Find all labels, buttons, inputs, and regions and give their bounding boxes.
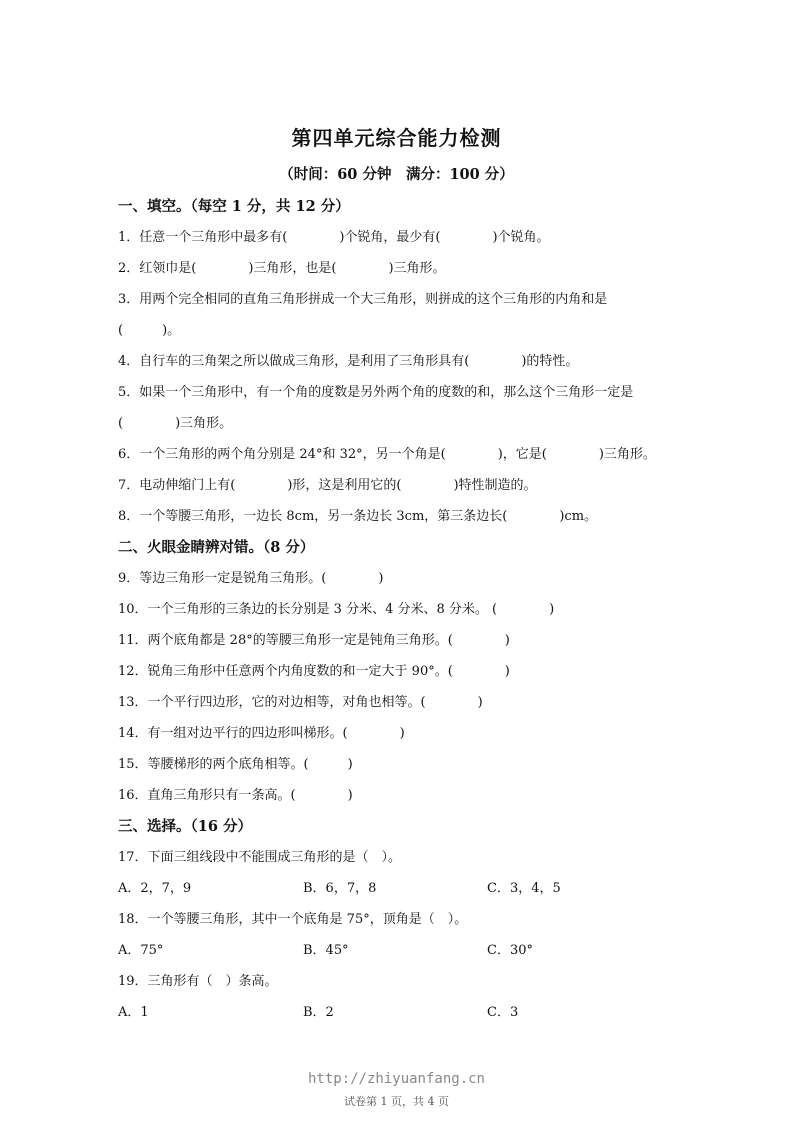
question-8: 8．一个等腰三角形，一边长 8cm，另一条边长 3cm，第三条边长( )cm。 bbox=[118, 509, 598, 524]
choice-c: C．3，4，5 bbox=[487, 881, 561, 896]
watermark-url: http://zhiyuanfang.cn bbox=[307, 1071, 485, 1087]
choice-b: B．6，7，8 bbox=[303, 881, 377, 896]
question-19-choices bbox=[118, 1002, 688, 1033]
choice-a: A．1 bbox=[118, 1005, 149, 1020]
worksheet-body bbox=[118, 196, 688, 1033]
question-14: 14．有一组对边平行的四边形叫梯形。( ) bbox=[118, 726, 405, 741]
choice-b: B．45° bbox=[303, 943, 349, 958]
question-17: 17．下面三组线段中不能围成三角形的是（ ）。 bbox=[118, 850, 402, 865]
page-subtitle: （时间：60 分钟 满分：100 分） bbox=[279, 166, 514, 183]
question-19: 19．三角形有（ ）条高。 bbox=[118, 974, 278, 989]
question-2: 2．红领巾是( )三角形，也是( )三角形。 bbox=[118, 261, 446, 276]
choice-c: C．3 bbox=[487, 1005, 519, 1020]
question-18-choices bbox=[118, 940, 688, 971]
question-15: 15．等腰梯形的两个底角相等。( ) bbox=[118, 757, 353, 772]
question-3: 3．用两个完全相同的直角三角形拼成一个大三角形，则拼成的这个三角形的内角和是 bbox=[118, 292, 608, 307]
section-heading-fill-blank: 一、填空。（每空 1 分，共 12 分） bbox=[118, 198, 350, 215]
question-11: 11．两个底角都是 28°的等腰三角形一定是钝角三角形。( ) bbox=[118, 633, 510, 648]
choice-c: C．30° bbox=[487, 943, 533, 958]
question-16: 16．直角三角形只有一条高。( ) bbox=[118, 788, 353, 803]
page-number: 试卷第 1 页，共 4 页 bbox=[344, 1095, 449, 1108]
question-13: 13．一个平行四边形，它的对边相等，对角也相等。( ) bbox=[118, 695, 483, 710]
question-7: 7．电动伸缩门上有( )形，这是利用它的( )特性制造的。 bbox=[118, 478, 537, 493]
question-12: 12．锐角三角形中任意两个内角度数的和一定大于 90°。( ) bbox=[118, 664, 510, 679]
question-17-choices bbox=[118, 878, 688, 909]
question-5: 5．如果一个三角形中，有一个角的度数是另外两个角的度数的和，那么这个三角形一定是 bbox=[118, 385, 634, 400]
question-18: 18．一个等腰三角形，其中一个底角是 75°，顶角是（ ）。 bbox=[118, 912, 468, 927]
question-10: 10．一个三角形的三条边的长分别是 3 分米、4 分米、8 分米。 ( ) bbox=[118, 602, 555, 617]
section-heading-true-false: 二、火眼金睛辨对错。（8 分） bbox=[118, 539, 315, 556]
question-3-continued: ( )。 bbox=[118, 323, 181, 338]
question-9: 9．等边三角形一定是锐角三角形。( ) bbox=[118, 571, 384, 586]
choice-a: A．75° bbox=[118, 943, 164, 958]
question-4: 4．自行车的三角架之所以做成三角形，是利用了三角形具有( )的特性。 bbox=[118, 354, 579, 369]
question-5-continued: ( )三角形。 bbox=[118, 416, 233, 431]
question-6: 6．一个三角形的两个角分别是 24°和 32°，另一个角是( )，它是( )三角形。 bbox=[118, 447, 656, 462]
section-heading-multiple-choice: 三、选择。（16 分） bbox=[118, 818, 252, 835]
choice-b: B．2 bbox=[303, 1005, 334, 1020]
choice-a: A．2，7，9 bbox=[118, 881, 192, 896]
question-1: 1．任意一个三角形中最多有( )个锐角，最少有( )个锐角。 bbox=[118, 230, 550, 245]
page-title: 第四单元综合能力检测 bbox=[291, 126, 502, 150]
